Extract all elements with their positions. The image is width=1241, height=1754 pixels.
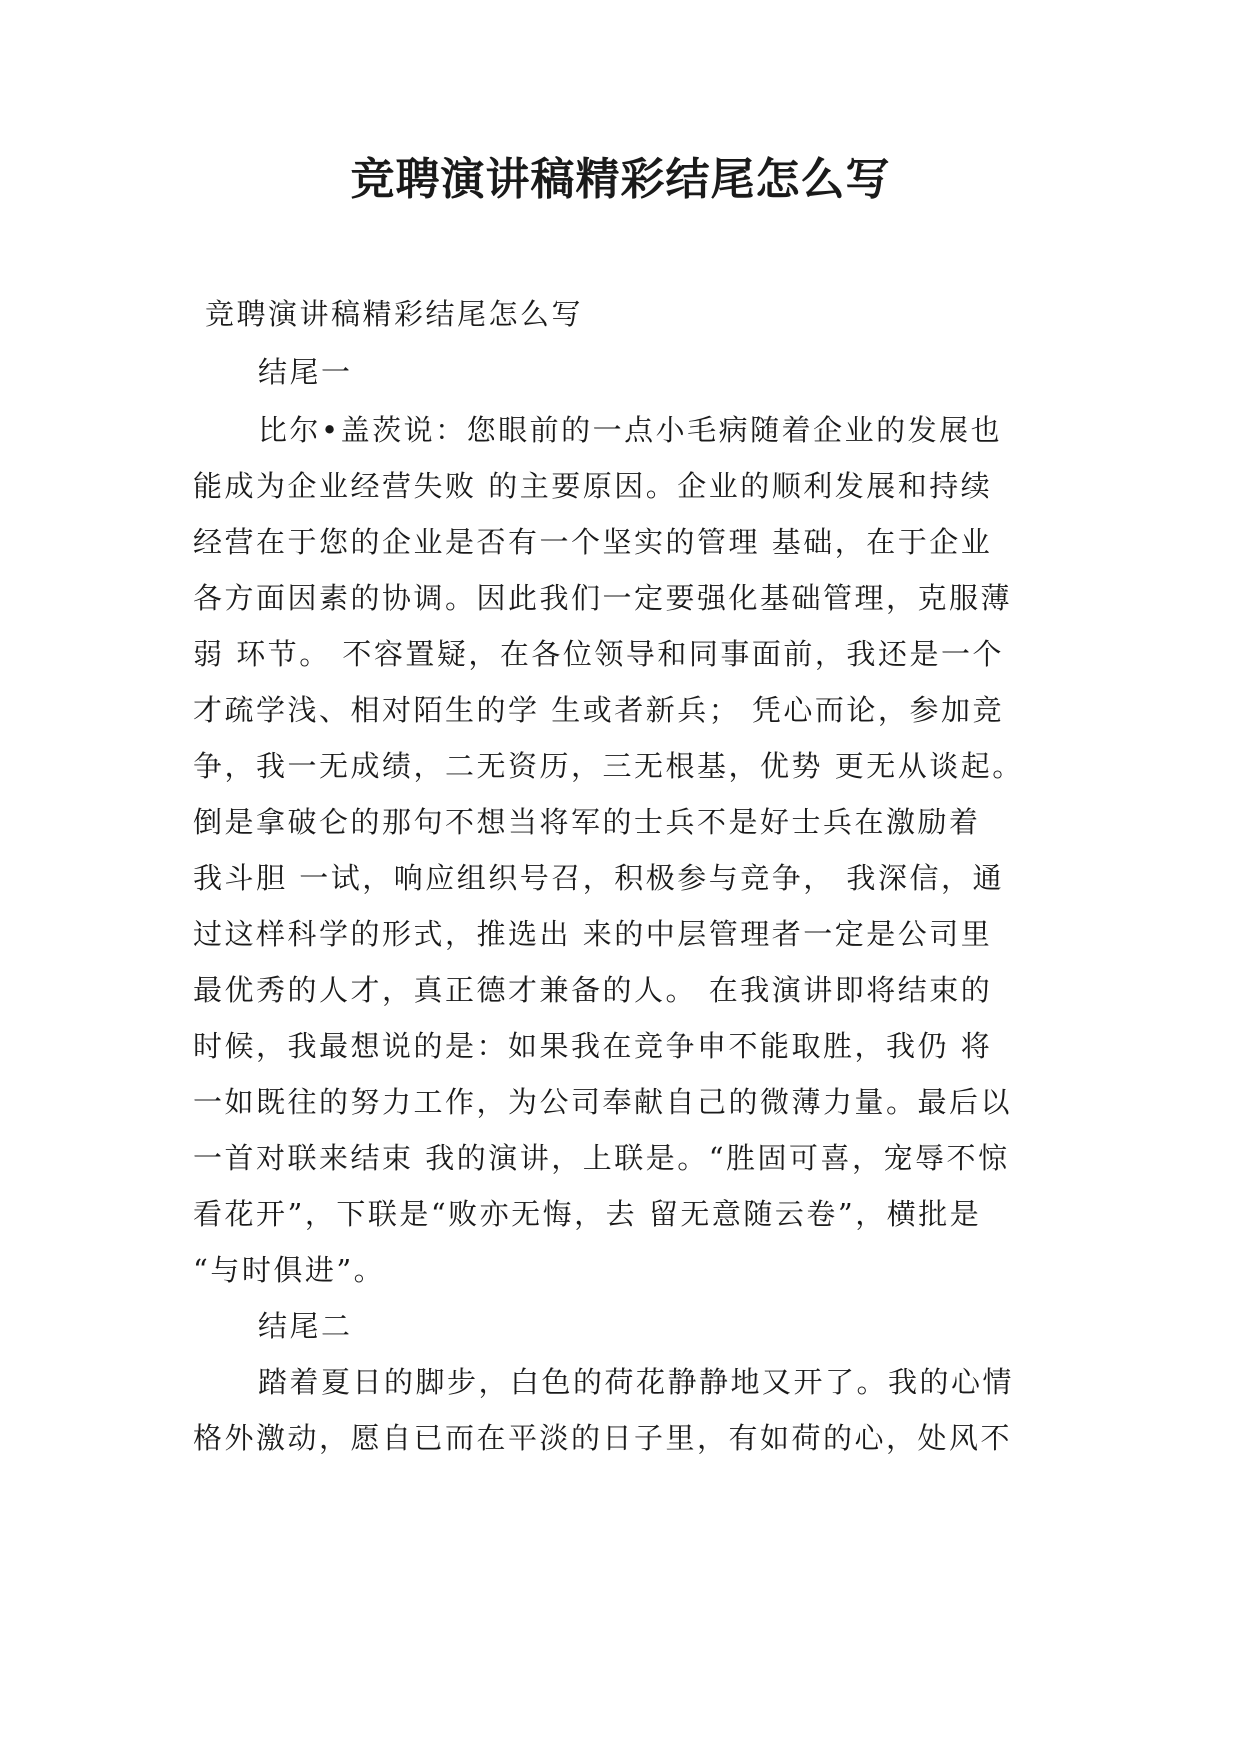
paragraph-line: 我斗胆 一试，响应组织号召，积极参与竞争， 我深信，通 (193, 861, 1004, 895)
paragraph-line: 比尔•盖茨说：您眼前的一点小毛病随着企业的发展也 (258, 413, 1003, 447)
paragraph-line: 踏着夏日的脚步，白色的荷花静静地又开了。我的心情 (258, 1365, 1015, 1399)
section-heading-1: 结尾一 (258, 355, 353, 389)
paragraph-line: 能成为企业经营失败 的主要原因。企业的顺利发展和持续 (193, 469, 993, 503)
paragraph-line: 争，我一无成绩，二无资历，三无根基，优势 更无从谈起。 (193, 749, 1024, 783)
paragraph-line: 时候，我最想说的是：如果我在竞争申不能取胜，我仍 将 (193, 1029, 993, 1063)
paragraph-line: 各方面因素的协调。因此我们一定要强化基础管理，克服薄 (193, 581, 1013, 615)
paragraph-line: 经营在于您的企业是否有一个坚实的管理 基础，在于企业 (193, 525, 993, 559)
section-heading-2: 结尾二 (258, 1309, 353, 1343)
paragraph-line: 最优秀的人才，真正德才兼备的人。 在我演讲即将结束的 (193, 973, 993, 1007)
paragraph-line: 看花开”，下联是“败亦无悔，去 留无意随云卷”，横批是 (193, 1197, 982, 1231)
paragraph-line: 一首对联来结束 我的演讲，上联是。“胜固可喜，宠辱不惊 (193, 1141, 1010, 1175)
paragraph-line: 格外激动，愿自已而在平淡的日子里，有如荷的心，处风不 (193, 1421, 1013, 1455)
document-subtitle: 竞聘演讲稿精彩结尾怎么写 (205, 297, 584, 331)
paragraph-line: 弱 环节。 不容置疑，在各位领导和同事面前，我还是一个 (193, 637, 1004, 671)
paragraph-line: 一如既往的努力工作，为公司奉献自己的微薄力量。最后以 (193, 1085, 1013, 1119)
paragraph-line: 过这样科学的形式，推选出 来的中层管理者一定是公司里 (193, 917, 993, 951)
paragraph-line: “与时俱进”。 (193, 1253, 386, 1287)
document-title: 竞聘演讲稿精彩结尾怎么写 (350, 154, 891, 205)
paragraph-line: 才疏学浅、相对陌生的学 生或者新兵； 凭心而论，参加竞 (193, 693, 1004, 727)
paragraph-line: 倒是拿破仑的那句不想当将军的士兵不是好士兵在激励着 (193, 805, 981, 839)
